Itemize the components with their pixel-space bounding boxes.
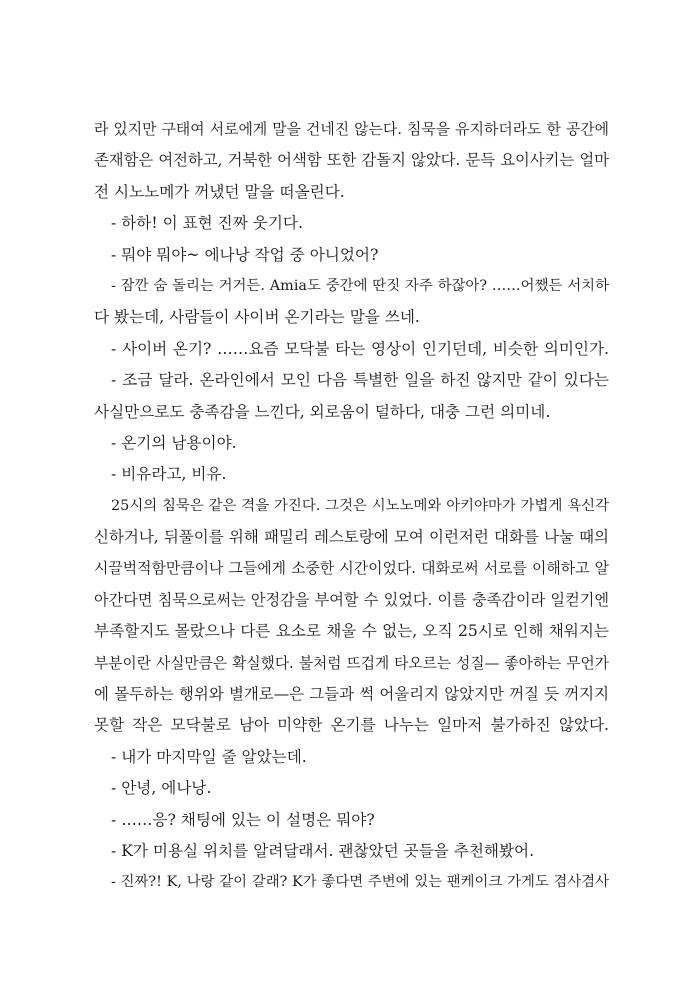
body-text (94, 114, 609, 899)
text-line: 사실만으로도 충족감을 느낀다, 외로움이 덜하다, 대충 그런 의미네. (94, 402, 551, 421)
dialogue-line: - 내가 마지막일 줄 알았는데. (111, 747, 307, 766)
dialogue-line: - K가 미용실 위치를 알려달래서. 괜찮았던 곳들을 추천해봤어. (111, 841, 535, 860)
dialogue-line: - 진짜?! K, 나랑 같이 갈래? K가 좋다면 주변에 있는 팬케이크 가게도 겸사겸사 (111, 874, 609, 891)
dialogue-line: - 조금 달라. 온라인에서 모인 다음 특별한 일을 하진 않지만 같이 있다는 (111, 371, 609, 390)
text-line: 전 시노노메가 꺼냈던 말을 떠올린다. (94, 182, 345, 201)
text-line: 라 있지만 구태여 서로에게 말을 건네진 않는다. 침묵을 유지하더라도 한 공간에 (94, 120, 609, 138)
text-line: 존재함은 여전하고, 거북한 어색함 또한 감돌지 않았다. 문득 요이사키는 얼마 (94, 151, 609, 170)
dialogue-line: - 사이버 온기? ……요즘 모닥불 타는 영상이 인기던데, 비슷한 의미인가. (111, 339, 609, 358)
dialogue-line: - 비유라고, 비유. (111, 465, 227, 484)
dialogue-line: - 안녕, 에나낭. (111, 779, 212, 798)
text-line: 부족할지도 몰랐으나 다른 요소로 채울 수 없는, 오직 25시로 인해 채워지는 (94, 622, 609, 641)
text-line: 부분이란 사실만큼은 확실했다. 불처럼 뜨겁게 타오르는 성질— 좋아하는 무언가 (94, 654, 609, 672)
text-line: 아간다면 침묵으로써는 안정감을 부여할 수 있었다. 이를 충족감이라 일컫기엔 (94, 590, 609, 609)
dialogue-line: - 온기의 남용이야. (111, 433, 237, 452)
dialogue-line: - ……응? 채팅에 있는 이 설명은 뭐야? (111, 810, 375, 829)
text-line: 신하거나, 뒤풀이를 위해 패밀리 레스토랑에 모여 이런저런 대화를 나눌 때의 (94, 528, 609, 547)
text-line: 다 봤는데, 사람들이 사이버 온기라는 말을 쓰네. (94, 308, 420, 327)
dialogue-line: - 뭐야 뭐야~ 에나낭 작업 중 아니었어? (111, 245, 379, 264)
paragraph-start-line: 25시의 침묵은 같은 격을 가진다. 그것은 시노노메와 아키야마가 가볍게 욕신각 (111, 497, 609, 514)
text-line: 에 몰두하는 행위와 별개로—은 그들과 썩 어울리지 않았지만 꺼질 듯 꺼지지 (94, 685, 609, 704)
dialogue-line: - 잠깐 숨 돌리는 거거든. Amia도 중간에 딴짓 자주 하잖아? ……어쨌든 서치하 (111, 277, 609, 294)
dialogue-line: - 하하! 이 표현 진짜 웃기다. (111, 214, 303, 233)
text-line: 못할 작은 모닥불로 남아 미약한 온기를 나누는 일마저 불가하진 않았다. (94, 716, 609, 735)
text-line: 시끌벅적함만큼이나 그들에게 소중한 시간이었다. 대화로써 서로를 이해하고 알 (94, 559, 609, 578)
